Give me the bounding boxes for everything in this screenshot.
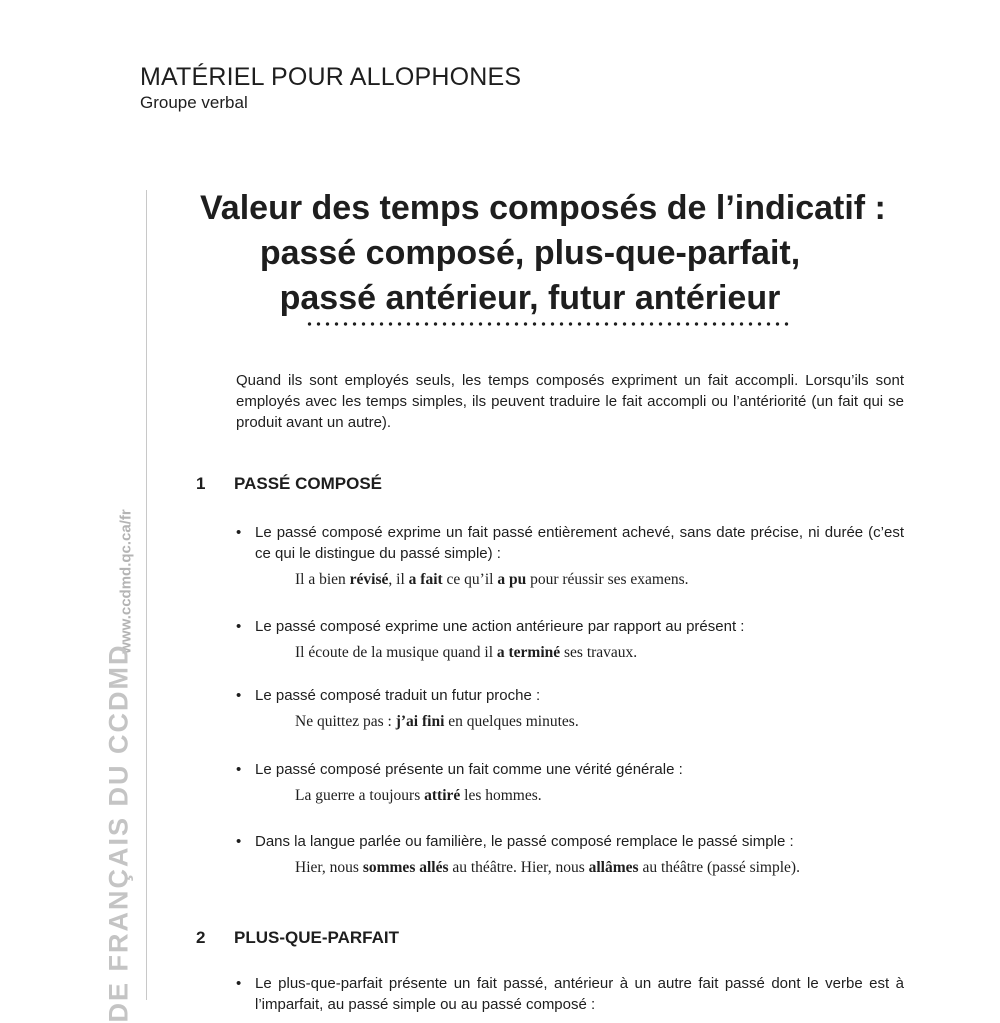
example-sentence — [295, 642, 904, 663]
bullet-text: Dans la langue parlée ou familière, le passé composé remplace le passé simple : — [255, 833, 794, 850]
verb-emphasis: révisé — [349, 571, 389, 588]
header-title: MATÉRIEL POUR ALLOPHONES — [140, 63, 522, 91]
bullet-text: Le passé composé présente un fait comme une vérité générale : — [255, 761, 683, 778]
bullet-icon: • — [236, 975, 242, 992]
header-subtitle: Groupe verbal — [140, 93, 248, 112]
verb-emphasis: a pu — [497, 571, 527, 588]
title-line-1: Valeur des temps composés de l’indicatif : — [200, 189, 886, 227]
section-number: 2 — [196, 928, 206, 947]
example-sentence — [295, 569, 904, 590]
example-segment: Ne quittez pas : — [295, 713, 396, 730]
side-brand: DE FRANÇAIS DU CCDMD — [103, 643, 134, 1023]
example-segment: au théâtre (passé simple). — [638, 859, 800, 876]
margin-rule — [146, 190, 147, 1000]
example-segment: ses travaux. — [560, 644, 638, 661]
example-segment: au théâtre. Hier, nous — [448, 859, 589, 876]
bullet-icon: • — [236, 618, 242, 635]
title-line-2: passé composé, plus-que-parfait, — [259, 234, 801, 272]
example-segment: ce qu’il — [442, 571, 498, 588]
bullet-text: Le passé composé traduit un futur proche : — [255, 687, 541, 704]
list-item — [236, 685, 904, 732]
verb-emphasis: j’ai fini — [395, 713, 445, 730]
section-heading — [196, 474, 382, 494]
example-segment: Il écoute de la musique quand il — [295, 644, 497, 661]
example-segment: les hommes. — [460, 787, 542, 804]
verb-emphasis: a fait — [408, 571, 443, 588]
verb-emphasis: sommes allés — [362, 859, 449, 876]
section-title: PASSÉ COMPOSÉ — [234, 474, 382, 493]
verb-emphasis: allâmes — [588, 859, 639, 876]
example-sentence — [295, 857, 904, 878]
dotted-separator — [305, 322, 793, 326]
side-url: www.ccdmd.qc.ca/fr — [117, 509, 135, 654]
verb-emphasis: attiré — [424, 787, 461, 804]
section-number: 1 — [196, 474, 206, 493]
example-segment: Il a bien — [295, 571, 350, 588]
example-segment: Hier, nous — [295, 859, 363, 876]
bullet-icon: • — [236, 833, 242, 850]
bullet-icon: • — [236, 761, 242, 778]
section-title: PLUS-QUE-PARFAIT — [234, 928, 399, 947]
verb-emphasis: a terminé — [496, 644, 561, 661]
section-heading — [196, 928, 399, 948]
page-header — [140, 62, 521, 114]
example-sentence — [295, 711, 904, 732]
list-item — [236, 522, 904, 590]
intro-paragraph: Quand ils sont employés seuls, les temps composés expriment un fait accompli. Lorsqu’ils sont employés avec les temps simples, ils peuvent traduire le fait accompli ou l’antériorité (un fait qui se produit avant un autre). — [236, 372, 904, 431]
list-item — [236, 831, 904, 878]
list-item — [236, 759, 904, 806]
example-segment: , il — [388, 571, 409, 588]
title-line-3: passé antérieur, futur antérieur — [279, 279, 781, 317]
list-item — [236, 973, 904, 1015]
bullet-icon: • — [236, 687, 242, 704]
document-title — [200, 186, 886, 321]
list-item — [236, 616, 904, 663]
bullet-text: Le passé composé exprime une action antérieure par rapport au présent : — [255, 618, 745, 635]
example-segment: en quelques minutes. — [444, 713, 579, 730]
bullet-icon: • — [236, 524, 242, 541]
example-segment: La guerre a toujours — [295, 787, 425, 804]
example-sentence — [295, 785, 904, 806]
bullet-text: Le plus-que-parfait présente un fait passé, antérieur à un autre fait passé dont le verbe est à l’imparfait, au passé simple ou au passé composé : — [255, 975, 904, 1013]
bullet-text: Le passé composé exprime un fait passé entièrement achevé, sans date précise, ni durée (c’est ce qui le distingue du passé simple) : — [255, 524, 904, 562]
example-segment: pour réussir ses examens. — [526, 571, 689, 588]
